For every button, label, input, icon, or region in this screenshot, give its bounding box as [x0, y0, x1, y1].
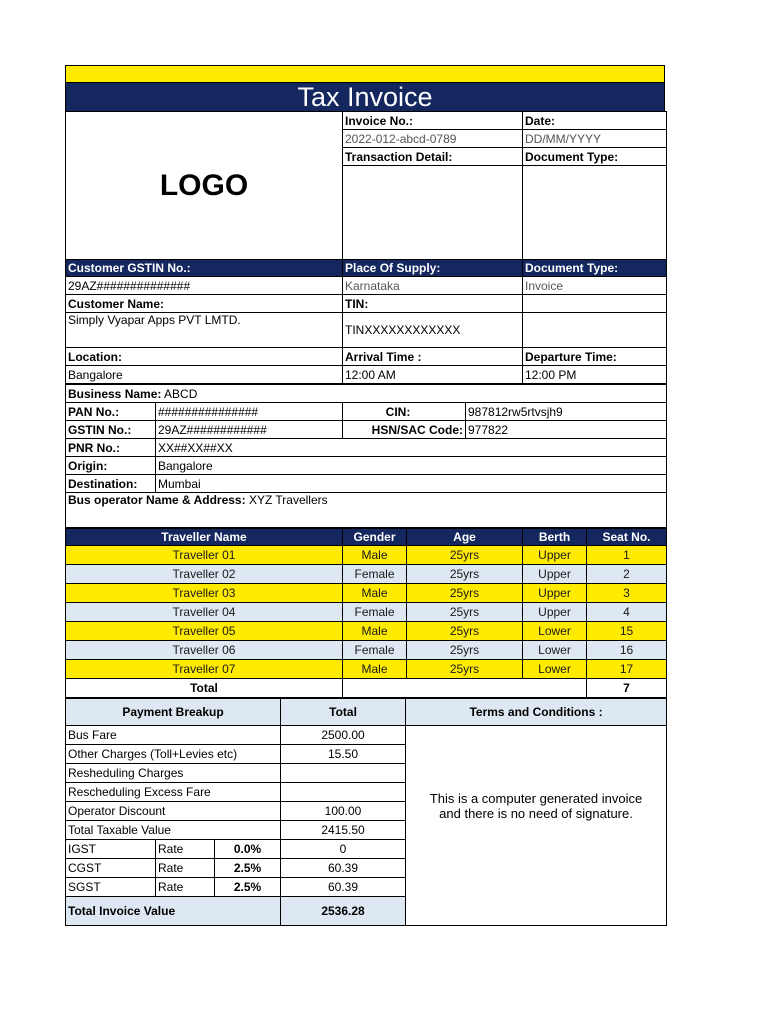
- traveller-gender: Female: [343, 565, 407, 584]
- pan-value: ###############: [156, 403, 343, 421]
- document-type-box: [523, 166, 667, 260]
- origin-label: Origin:: [66, 457, 156, 475]
- destination-label: Destination:: [66, 475, 156, 493]
- operator-discount-value: 100.00: [281, 802, 406, 821]
- traveller-gender: Male: [343, 584, 407, 603]
- traveller-berth: Lower: [523, 622, 587, 641]
- resheduling-charges-value: [281, 764, 406, 783]
- payment-total-header: Total: [281, 699, 406, 726]
- bus-fare-label: Bus Fare: [66, 726, 281, 745]
- traveller-seat: 15: [587, 622, 667, 641]
- payment-table: [65, 698, 667, 926]
- invoice-no-label: Invoice No.:: [343, 112, 523, 130]
- taxable-value-label: Total Taxable Value: [66, 821, 281, 840]
- traveller-berth: Lower: [523, 660, 587, 679]
- operator-row: [66, 493, 667, 528]
- sgst-rate: 2.5%: [215, 878, 281, 897]
- traveller-age: 25yrs: [407, 660, 523, 679]
- traveller-row: [66, 603, 667, 622]
- traveller-row: [66, 565, 667, 584]
- business-name-value: ABCD: [164, 386, 198, 401]
- traveller-gender: Male: [343, 546, 407, 565]
- traveller-age: 25yrs: [407, 641, 523, 660]
- terms-line-2: and there is no need of signature.: [439, 805, 633, 821]
- transaction-detail-box: [343, 166, 523, 260]
- traveller-name-header: Traveller Name: [66, 529, 343, 546]
- customer-gstin-value: 29AZ##############: [66, 277, 343, 295]
- customer-gstin-label: Customer GSTIN No.:: [66, 260, 343, 277]
- sgst-value: 60.39: [281, 878, 406, 897]
- departure-time-label: Departure Time:: [523, 348, 667, 366]
- traveller-age: 25yrs: [407, 603, 523, 622]
- gender-header: Gender: [343, 529, 407, 546]
- rescheduling-excess-label: Rescheduling Excess Fare: [66, 783, 281, 802]
- resheduling-charges-label: Resheduling Charges: [66, 764, 281, 783]
- traveller-gender: Female: [343, 603, 407, 622]
- traveller-age: 25yrs: [407, 584, 523, 603]
- traveller-gender: Male: [343, 660, 407, 679]
- traveller-row: [66, 546, 667, 565]
- location-label: Location:: [66, 348, 343, 366]
- traveller-table: [65, 528, 667, 698]
- traveller-total-label: Total: [66, 679, 343, 698]
- traveller-age: 25yrs: [407, 622, 523, 641]
- operator-value: XYZ Travellers: [248, 493, 328, 507]
- other-charges-value: 15.50: [281, 745, 406, 764]
- operator-label: Bus operator Name & Address:: [68, 493, 246, 507]
- traveller-name: Traveller 07: [66, 660, 343, 679]
- traveller-berth: Upper: [523, 603, 587, 622]
- cgst-rate-label: Rate: [156, 859, 215, 878]
- logo-placeholder: LOGO: [66, 112, 343, 260]
- location-value: Bangalore: [66, 366, 343, 384]
- gstin-label: GSTIN No.:: [66, 421, 156, 439]
- traveller-total-value: 7: [587, 679, 667, 698]
- traveller-name: Traveller 06: [66, 641, 343, 660]
- igst-rate: 0.0%: [215, 840, 281, 859]
- traveller-seat: 3: [587, 584, 667, 603]
- traveller-seat: 17: [587, 660, 667, 679]
- traveller-berth: Lower: [523, 641, 587, 660]
- cgst-label: CGST: [66, 859, 156, 878]
- traveller-seat: 2: [587, 565, 667, 584]
- hsn-value: 977822: [466, 421, 667, 439]
- business-name-label: Business Name:: [68, 386, 162, 401]
- traveller-name: Traveller 03: [66, 584, 343, 603]
- cin-value: 987812rw5rtvsjh9: [466, 403, 667, 421]
- empty-cell: [523, 295, 667, 313]
- cgst-rate: 2.5%: [215, 859, 281, 878]
- traveller-name: Traveller 05: [66, 622, 343, 641]
- header-table: [65, 111, 667, 384]
- customer-name-label: Customer Name:: [66, 295, 343, 313]
- date-label: Date:: [523, 112, 667, 130]
- invoice-no-value: 2022-012-abcd-0789: [343, 130, 523, 148]
- terms-body: [406, 726, 667, 926]
- traveller-row: [66, 660, 667, 679]
- traveller-row: [66, 641, 667, 660]
- transaction-detail-label: Transaction Detail:: [343, 148, 523, 166]
- rescheduling-excess-value: [281, 783, 406, 802]
- top-accent-bar: [65, 65, 665, 83]
- terms-line-1: This is a computer generated invoice: [429, 790, 643, 806]
- igst-value: 0: [281, 840, 406, 859]
- origin-value: Bangalore: [156, 457, 667, 475]
- other-charges-label: Other Charges (Toll+Levies etc): [66, 745, 281, 764]
- departure-time-value: 12:00 PM: [523, 366, 667, 384]
- customer-document-type-label: Document Type:: [523, 260, 667, 277]
- empty-cell: [523, 313, 667, 348]
- details-table: [65, 384, 667, 528]
- traveller-berth: Upper: [523, 584, 587, 603]
- arrival-time-value: 12:00 AM: [343, 366, 523, 384]
- traveller-row: [66, 622, 667, 641]
- tin-label: TIN:: [343, 295, 523, 313]
- traveller-gender: Male: [343, 622, 407, 641]
- invoice-title: Tax Invoice: [65, 83, 665, 111]
- age-header: Age: [407, 529, 523, 546]
- traveller-age: 25yrs: [407, 546, 523, 565]
- igst-label: IGST: [66, 840, 156, 859]
- traveller-total-spacer: [343, 679, 587, 698]
- traveller-berth: Upper: [523, 546, 587, 565]
- document-type-label: Document Type:: [523, 148, 667, 166]
- hsn-label: HSN/SAC Code:: [343, 421, 466, 439]
- traveller-age: 25yrs: [407, 565, 523, 584]
- traveller-seat: 1: [587, 546, 667, 565]
- igst-rate-label: Rate: [156, 840, 215, 859]
- customer-document-type-value: Invoice: [523, 277, 667, 295]
- traveller-name: Traveller 01: [66, 546, 343, 565]
- traveller-seat: 16: [587, 641, 667, 660]
- gstin-value: 29AZ############: [156, 421, 343, 439]
- business-name-row: [66, 385, 667, 403]
- traveller-row: [66, 584, 667, 603]
- place-of-supply-value: Karnataka: [343, 277, 523, 295]
- terms-header: Terms and Conditions :: [406, 699, 667, 726]
- bus-fare-value: 2500.00: [281, 726, 406, 745]
- date-value: DD/MM/YYYY: [523, 130, 667, 148]
- taxable-value: 2415.50: [281, 821, 406, 840]
- cin-label: CIN:: [343, 403, 466, 421]
- operator-discount-label: Operator Discount: [66, 802, 281, 821]
- invoice-sheet: [65, 65, 665, 926]
- berth-header: Berth: [523, 529, 587, 546]
- destination-value: Mumbai: [156, 475, 667, 493]
- traveller-gender: Female: [343, 641, 407, 660]
- place-of-supply-label: Place Of Supply:: [343, 260, 523, 277]
- traveller-name: Traveller 04: [66, 603, 343, 622]
- customer-name-value: Simply Vyapar Apps PVT LMTD.: [66, 313, 343, 348]
- pan-label: PAN No.:: [66, 403, 156, 421]
- traveller-seat: 4: [587, 603, 667, 622]
- total-invoice-value: 2536.28: [281, 897, 406, 926]
- seat-no-header: Seat No.: [587, 529, 667, 546]
- cgst-value: 60.39: [281, 859, 406, 878]
- payment-breakup-header: Payment Breakup: [66, 699, 281, 726]
- arrival-time-label: Arrival Time :: [343, 348, 523, 366]
- sgst-rate-label: Rate: [156, 878, 215, 897]
- total-invoice-value-label: Total Invoice Value: [66, 897, 281, 926]
- pnr-value: XX##XX##XX: [156, 439, 667, 457]
- tin-value: TINXXXXXXXXXXXX: [343, 313, 523, 348]
- traveller-berth: Upper: [523, 565, 587, 584]
- pnr-label: PNR No.:: [66, 439, 156, 457]
- sgst-label: SGST: [66, 878, 156, 897]
- traveller-name: Traveller 02: [66, 565, 343, 584]
